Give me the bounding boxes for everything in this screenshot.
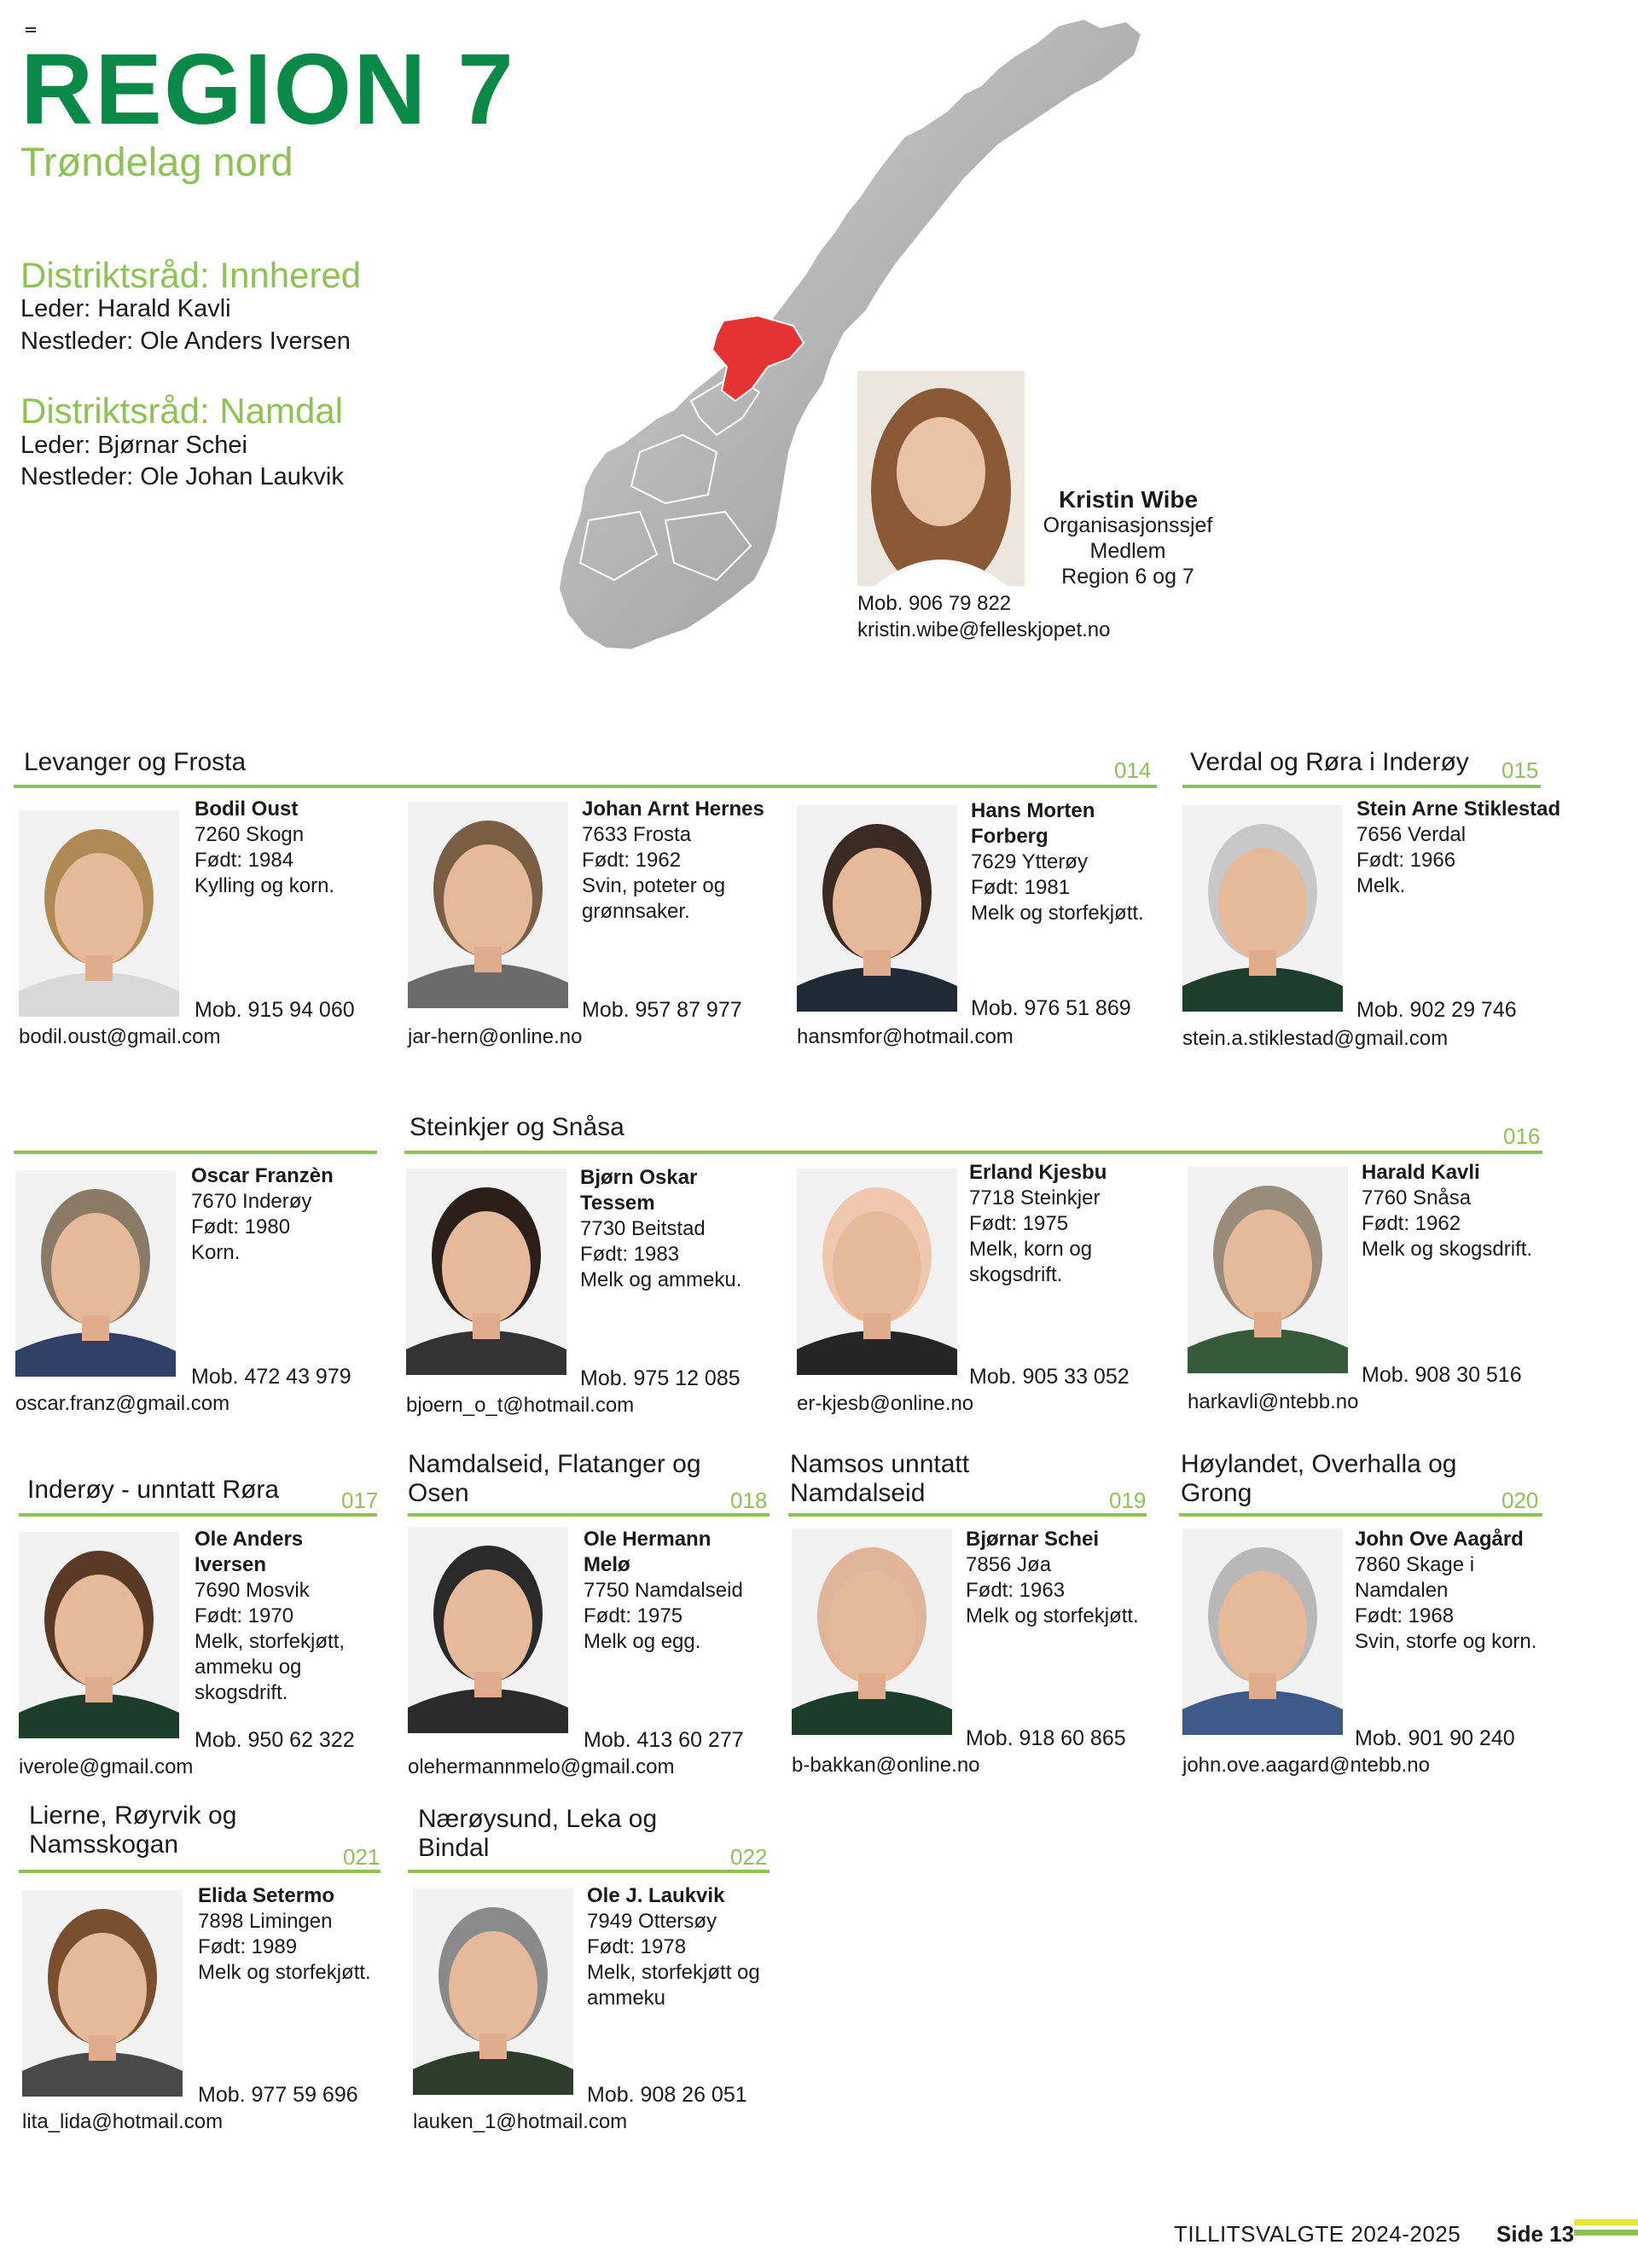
person-detail: Født: 1966	[1356, 849, 1456, 872]
district-leader-innhered: Leder: Harald Kavli	[20, 295, 231, 322]
page-number: Side 13	[1496, 2221, 1575, 2247]
person-photo	[1182, 805, 1343, 1012]
district-heading-namdal: Distriktsråd: Namdal	[20, 391, 344, 431]
group-title-018-line2: Osen	[408, 1479, 469, 1507]
contact-mobile: Mob. 906 79 822	[857, 592, 1012, 615]
person-email[interactable]: b-bakkan@online.no	[792, 1754, 980, 1777]
person-detail: Født: 1975	[969, 1212, 1069, 1235]
person-name: Johan Arnt Hernes	[582, 798, 764, 821]
person-detail: 7730 Beitstad	[580, 1217, 706, 1240]
person-detail: Melk, storfekjøtt og	[587, 1961, 760, 1984]
person-email[interactable]: lauken_1@hotmail.com	[413, 2110, 628, 2133]
district-deputy-innhered: Nestleder: Ole Anders Iversen	[20, 328, 351, 355]
person-detail: Født: 1970	[195, 1604, 294, 1627]
person-detail: Født: 1981	[971, 876, 1071, 899]
person-name: Elida Setermo	[198, 1884, 335, 1907]
person-detail: Kylling og korn.	[195, 874, 335, 897]
group-rule-014	[14, 785, 1157, 788]
person-email[interactable]: harkavli@ntebb.no	[1188, 1390, 1359, 1413]
person-email[interactable]: er-kjesb@online.no	[797, 1392, 974, 1415]
group-rule-022	[408, 1870, 770, 1873]
group-title-022-line2: Bindal	[418, 1834, 490, 1862]
person-photo	[15, 1170, 176, 1377]
group-title-018: Namdalseid, Flatanger og	[408, 1450, 701, 1478]
person-name: Stein Arne Stiklestad	[1356, 798, 1561, 821]
group-rule-019	[788, 1513, 1147, 1517]
person-photo	[19, 1532, 179, 1738]
person-email[interactable]: iverole@gmail.com	[19, 1755, 194, 1778]
person-detail: Født: 1980	[191, 1215, 291, 1238]
group-code-017: 017	[341, 1488, 379, 1513]
group-rule-016-left	[14, 1151, 377, 1154]
person-email[interactable]: bodil.oust@gmail.com	[19, 1025, 221, 1048]
person-detail: 7760 Snåsa	[1362, 1186, 1472, 1209]
person-detail: Svin, storfe og korn.	[1355, 1630, 1537, 1653]
person-photo	[1188, 1167, 1348, 1373]
group-title-014: Levanger og Frosta	[24, 748, 247, 776]
person-photo	[797, 805, 957, 1012]
person-detail: Født: 1983	[580, 1243, 680, 1266]
person-mobile: Mob. 908 26 051	[587, 2083, 747, 2107]
person-detail: 7718 Steinkjer	[969, 1186, 1101, 1209]
group-code-016: 016	[1503, 1123, 1541, 1149]
person-detail: Melk og skogsdrift.	[1362, 1238, 1533, 1261]
person-name: Oscar Franzèn	[191, 1164, 334, 1187]
group-title-015: Verdal og Røra i Inderøy	[1190, 748, 1469, 776]
person-detail: 7629 Ytterøy	[971, 850, 1088, 873]
person-mobile: Mob. 472 43 979	[191, 1365, 351, 1389]
person-detail: ammeku og	[195, 1656, 302, 1679]
person-detail: 7633 Frosta	[582, 823, 692, 846]
contact-role-3: Region 6 og 7	[1061, 565, 1194, 589]
person-mobile: Mob. 915 94 060	[195, 998, 355, 1022]
person-mobile: Mob. 975 12 085	[580, 1366, 741, 1390]
contact-role: Organisasjonssjef	[1043, 513, 1213, 537]
person-detail: skogsdrift.	[195, 1681, 288, 1704]
person-detail: 7949 Ottersøy	[587, 1910, 717, 1933]
person-name: Ole J. Laukvik	[587, 1884, 725, 1907]
person-email[interactable]: bjoern_o_t@hotmail.com	[406, 1394, 635, 1417]
person-detail: 7856 Jøa	[966, 1553, 1052, 1576]
brand-bars	[1574, 2219, 1638, 2240]
person-email[interactable]: olehermannmelo@gmail.com	[408, 1755, 675, 1778]
person-photo	[408, 802, 568, 1008]
group-title-021-line2: Namsskogan	[29, 1830, 179, 1859]
person-photo	[22, 1890, 183, 2097]
person-name-line2: Tessem	[580, 1192, 655, 1215]
person-photo	[413, 1888, 573, 2095]
person-detail: Korn.	[191, 1241, 241, 1264]
group-rule-021	[19, 1870, 380, 1873]
person-detail: Svin, poteter og	[582, 874, 726, 897]
person-email[interactable]: oscar.franz@gmail.com	[15, 1392, 230, 1415]
group-code-015: 015	[1502, 757, 1539, 783]
person-detail: Født: 1989	[198, 1935, 298, 1958]
person-photo	[1182, 1528, 1343, 1735]
person-detail: Født: 1962	[1362, 1212, 1461, 1235]
person-detail: Melk og storfekjøtt.	[966, 1604, 1139, 1627]
person-name: Bjørn Oskar	[580, 1166, 698, 1189]
person-photo	[406, 1169, 566, 1375]
person-name: Erland Kjesbu	[969, 1161, 1107, 1184]
group-code-021: 021	[343, 1844, 380, 1870]
person-photo	[797, 1169, 957, 1375]
person-photo	[408, 1527, 568, 1733]
person-name: Harald Kavli	[1362, 1161, 1480, 1184]
group-code-020: 020	[1502, 1488, 1539, 1513]
person-detail: Melk, storfekjøtt,	[195, 1630, 346, 1653]
person-detail: 7656 Verdal	[1356, 823, 1467, 846]
person-mobile: Mob. 950 62 322	[195, 1728, 355, 1752]
person-name-line2: Forberg	[971, 825, 1048, 848]
group-title-020: Høylandet, Overhalla og	[1181, 1450, 1457, 1478]
contact-name: Kristin Wibe	[1058, 486, 1199, 513]
group-title-019: Namsos unntatt	[790, 1450, 970, 1478]
page-subtitle: Trøndelag nord	[20, 139, 293, 184]
person-mobile: Mob. 413 60 277	[584, 1728, 744, 1752]
person-mobile: Mob. 976 51 869	[971, 996, 1131, 1020]
person-detail: 7860 Skage i	[1355, 1553, 1475, 1576]
person-mobile: Mob. 918 60 865	[966, 1726, 1126, 1750]
person-mobile: Mob. 901 90 240	[1355, 1726, 1515, 1750]
person-name-line2: Iversen	[195, 1553, 267, 1576]
kristin-wibe-photo	[857, 371, 1025, 586]
group-title-021: Lierne, Røyrvik og	[29, 1801, 237, 1830]
group-code-022: 022	[730, 1844, 768, 1870]
district-heading-innhered: Distriktsråd: Innhered	[20, 255, 362, 295]
person-detail: Født: 1975	[584, 1604, 683, 1627]
group-title-020-line2: Grong	[1181, 1479, 1252, 1507]
group-code-014: 014	[1114, 757, 1152, 783]
person-photo	[19, 810, 179, 1017]
person-mobile: Mob. 908 30 516	[1362, 1363, 1522, 1387]
person-name-line2: Melø	[584, 1553, 630, 1576]
person-detail: Melk.	[1356, 874, 1406, 897]
person-detail: Melk og ammeku.	[580, 1268, 742, 1291]
group-rule-020	[1179, 1513, 1542, 1517]
person-email[interactable]: john.ove.aagard@ntebb.no	[1182, 1754, 1430, 1777]
person-name: Ole Hermann	[584, 1528, 712, 1551]
person-email[interactable]: lita_lida@hotmail.com	[22, 2110, 224, 2133]
group-rule-018	[408, 1513, 770, 1517]
person-detail: Født: 1978	[587, 1935, 687, 1958]
person-detail: 7750 Namdalseid	[584, 1579, 743, 1602]
group-code-018: 018	[730, 1488, 768, 1513]
person-name: Bodil Oust	[195, 798, 299, 821]
person-detail: Melk og egg.	[584, 1630, 701, 1653]
person-detail: 7670 Inderøy	[191, 1190, 312, 1213]
person-detail: 7898 Limingen	[198, 1910, 333, 1933]
person-detail: ammeku	[587, 1987, 666, 2010]
person-detail: skogsdrift.	[969, 1263, 1063, 1286]
person-detail: Født: 1962	[582, 849, 682, 872]
group-rule-016	[404, 1151, 1542, 1154]
person-name: John Ove Aagård	[1355, 1528, 1524, 1551]
group-rule-017	[19, 1513, 377, 1517]
person-mobile: Mob. 902 29 746	[1356, 998, 1517, 1022]
person-mobile: Mob. 957 87 977	[582, 998, 742, 1022]
group-title-022: Nærøysund, Leka og	[418, 1805, 658, 1833]
person-mobile: Mob. 905 33 052	[969, 1365, 1130, 1389]
person-detail: Melk, korn og	[969, 1238, 1093, 1261]
page-title: REGION 7	[20, 33, 515, 146]
person-detail: Namdalen	[1355, 1579, 1449, 1602]
person-detail: 7690 Mosvik	[195, 1579, 310, 1602]
district-deputy-namdal: Nestleder: Ole Johan Laukvik	[20, 463, 344, 490]
person-detail: Født: 1984	[195, 849, 294, 872]
person-email[interactable]: stein.a.stiklestad@gmail.com	[1182, 1027, 1449, 1050]
person-detail: grønnsaker.	[582, 900, 690, 923]
contact-email[interactable]: kristin.wibe@felleskjopet.no	[857, 618, 1111, 641]
group-rule-015	[1182, 785, 1541, 788]
person-detail: Melk og storfekjøtt.	[198, 1961, 371, 1984]
district-leader-namdal: Leder: Bjørnar Schei	[20, 432, 247, 459]
footer-label: TILLITSVALGTE 2024-2025	[1174, 2221, 1461, 2247]
person-detail: 7260 Skogn	[195, 823, 305, 846]
person-detail: Født: 1963	[966, 1579, 1066, 1602]
person-mobile: Mob. 977 59 696	[198, 2083, 358, 2107]
person-detail: Født: 1968	[1355, 1604, 1455, 1627]
person-detail: Melk og storfekjøtt.	[971, 902, 1144, 925]
group-title-017: Inderøy - unntatt Røra	[27, 1476, 280, 1504]
group-title-016: Steinkjer og Snåsa	[410, 1113, 624, 1141]
person-name: Hans Morten	[971, 799, 1095, 822]
group-code-019: 019	[1109, 1488, 1147, 1513]
person-photo	[792, 1528, 952, 1735]
person-email[interactable]: hansmfor@hotmail.com	[797, 1025, 1014, 1048]
person-name: Ole Anders	[195, 1528, 304, 1551]
person-name: Bjørnar Schei	[966, 1528, 1100, 1551]
contact-role-2: Medlem	[1089, 539, 1166, 563]
person-email[interactable]: jar-hern@online.no	[408, 1025, 583, 1048]
group-title-019-line2: Namdalseid	[790, 1479, 926, 1507]
